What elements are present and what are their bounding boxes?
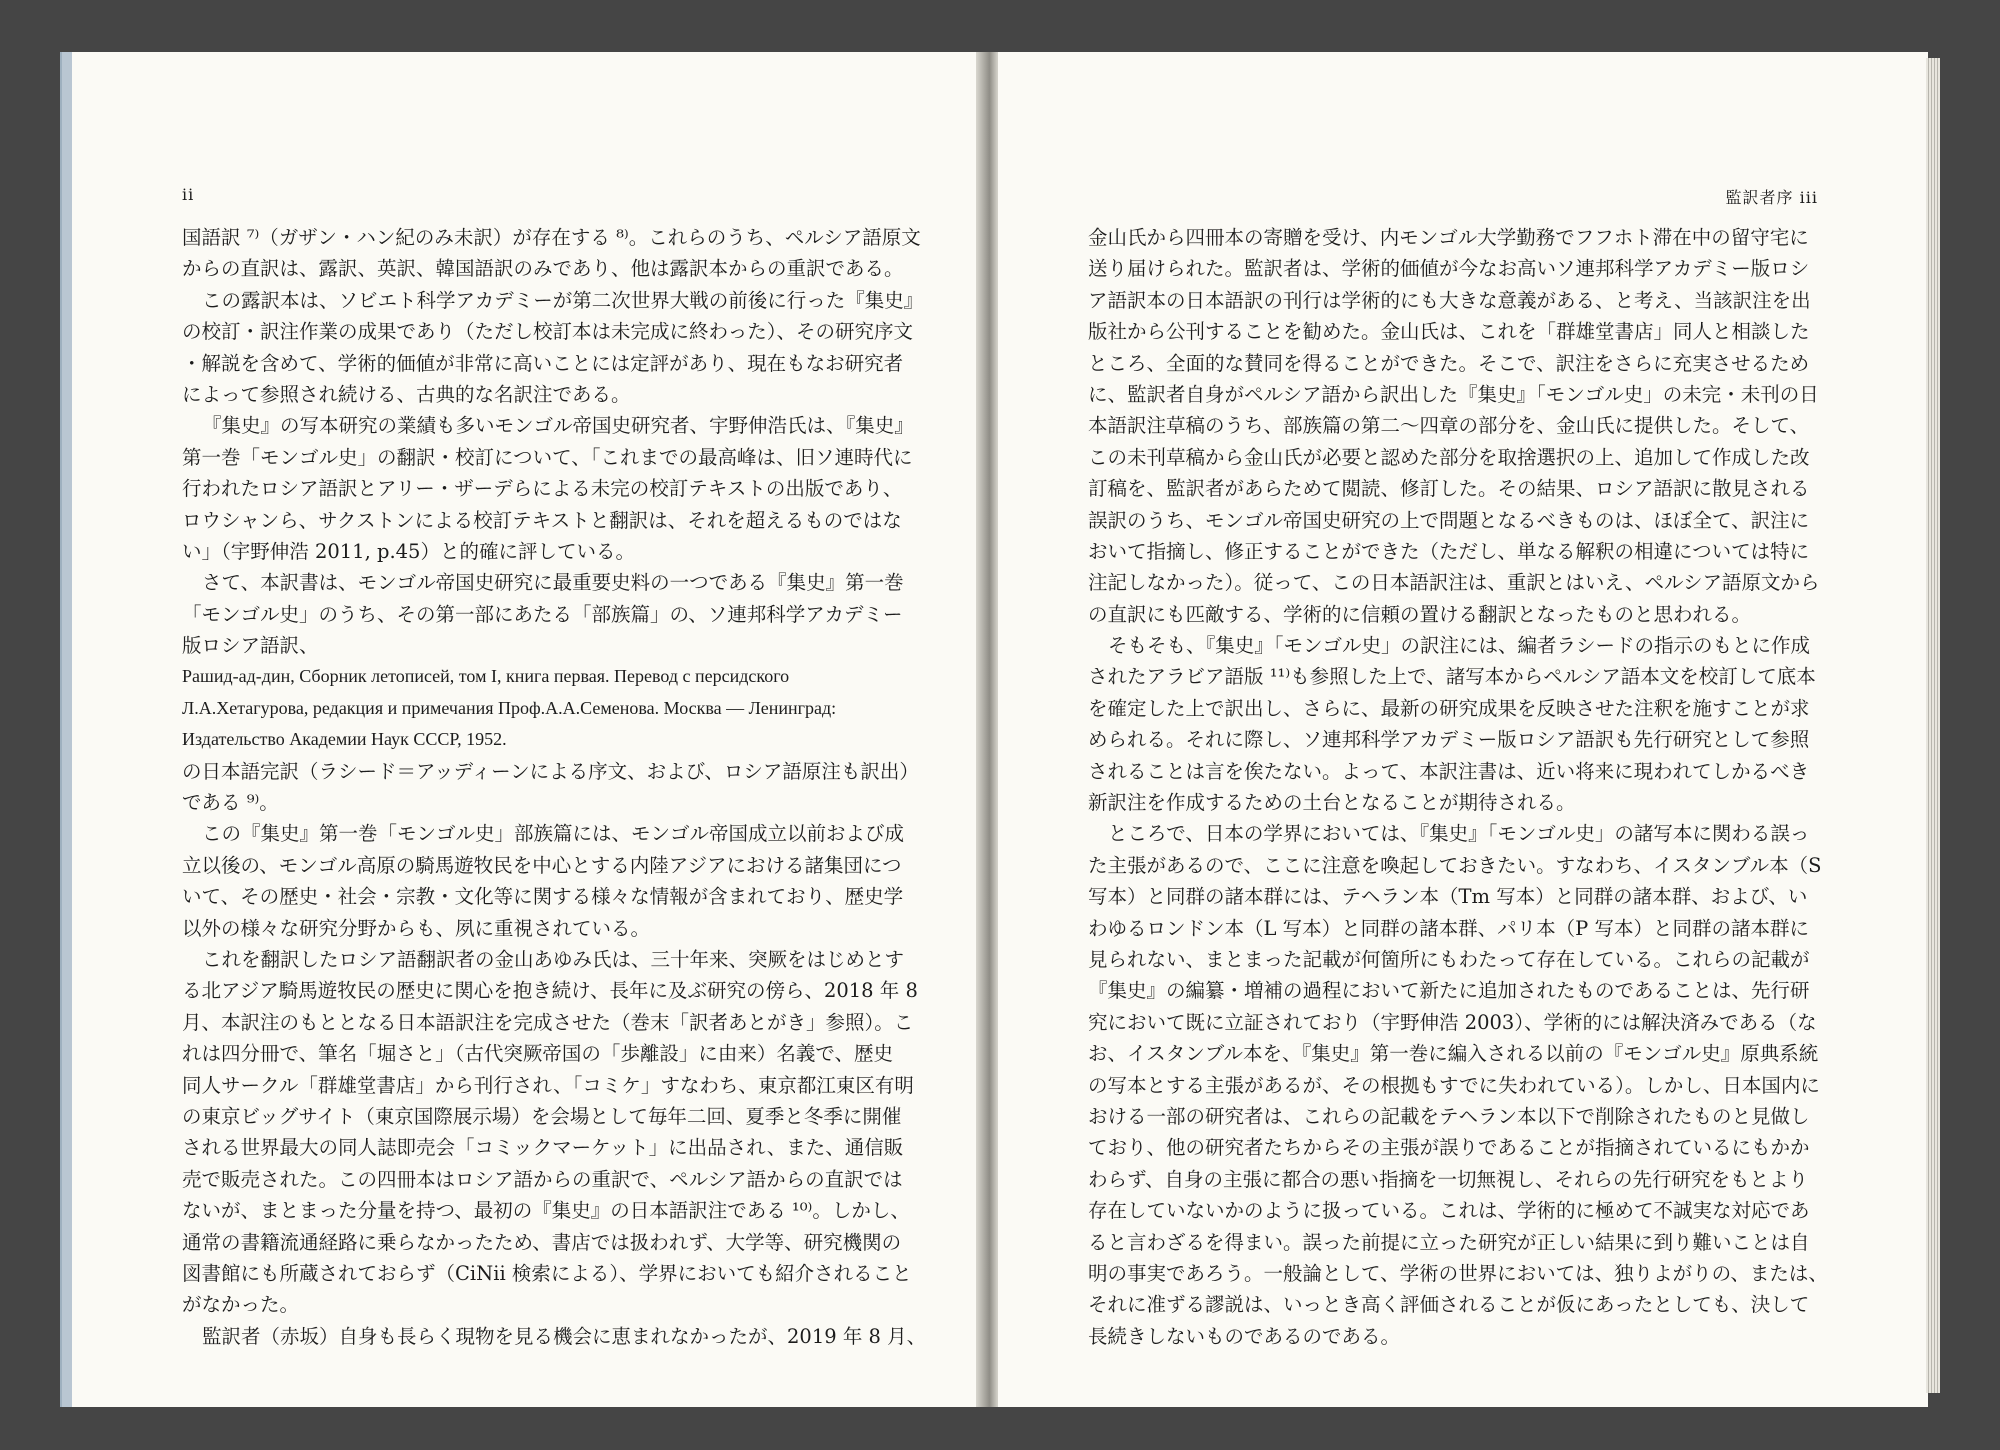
text-line: この露訳本は、ソビエト科学アカデミーが第二次世界大戦の前後に行った『集史』 bbox=[202, 288, 924, 312]
left-page-text bbox=[182, 222, 927, 1352]
text-line: 新訳注を作成するための土台となることが期待される。 bbox=[1088, 791, 1576, 815]
text-line: ところ、全面的な賛同を得ることができた。そこで、訳注をさらに充実させるため bbox=[1088, 351, 1810, 375]
text-line: ところで、日本の学界においては、『集史』「モンゴル史」の諸写本に関わる誤っ bbox=[1108, 822, 1810, 846]
text-line: そもそも、『集史』「モンゴル史」の訳注には、編者ラシードの指示のもとに作成 bbox=[1108, 634, 1811, 658]
text-line: 版ロシア語訳、 bbox=[182, 634, 319, 658]
text-line: される世界最大の同人誌即売会「コミックマーケット」に出品され、また、通信販 bbox=[182, 1136, 904, 1160]
text-line: 本語訳注草稿のうち、部族篇の第二～四章の部分を、金山氏に提供した。そして、 bbox=[1088, 414, 1810, 438]
left-page bbox=[72, 52, 982, 1407]
text-line: わらず、自身の主張に都合の悪い指摘を一切無視し、それらの先行研究をもとより bbox=[1088, 1167, 1808, 1191]
text-line: おいて指摘し、修正することができた（ただし、単なる解釈の相違については特に bbox=[1088, 539, 1810, 563]
text-line: の日本語完訳（ラシード＝アッディーンによる序文、および、ロシア語原注も訳出） bbox=[182, 759, 919, 783]
text-line: である ⁹⁾。 bbox=[182, 791, 279, 815]
text-line: 金山氏から四冊本の寄贈を受け、内モンゴル大学勤務でフフホト滞在中の留守宅に bbox=[1088, 226, 1809, 249]
text-line: 注記しなかった）。従って、この日本語訳注は、重訳とはいえ、ペルシア語原文から bbox=[1088, 571, 1820, 595]
text-line: ると言わざるを得まい。誤った前提に立った研究が正しい結果に到り難いことは自 bbox=[1088, 1230, 1810, 1254]
text-line: 「モンゴル史」のうち、その第一部にあたる「部族篇」の、ソ連邦科学アカデミー bbox=[182, 602, 903, 626]
text-line: ア語訳本の日本語訳の刊行は学術的にも大きな意義がある、と考え、当該訳注を出 bbox=[1088, 288, 1811, 312]
page-edges bbox=[1926, 58, 1940, 1393]
text-line: わゆるロンドン本（L 写本）と同群の諸本群、パリ本（P 写本）と同群の諸本群に bbox=[1088, 916, 1809, 940]
right-page-text bbox=[1088, 222, 1828, 1352]
text-line: いて、その歴史・社会・宗教・文化等に関する様々な情報が含まれており、歴史学 bbox=[182, 885, 904, 909]
text-line: ており、他の研究者たちからその主張が誤りであることが指摘されているにもかか bbox=[1088, 1136, 1810, 1160]
right-page bbox=[998, 52, 1928, 1407]
text-line: められる。それに際し、ソ連邦科学アカデミー版ロシア語訳も先行研究として参照 bbox=[1088, 728, 1810, 752]
text-line: 版社から公刊することを勧めた。金山氏は、これを「群雄堂書店」同人と相談した bbox=[1088, 320, 1810, 344]
text-line: 同人サークル「群雄堂書店」から刊行され、「コミケ」すなわち、東京都江東区有明 bbox=[182, 1073, 914, 1097]
text-line: 立以後の、モンゴル高原の騎馬遊牧民を中心とする内陸アジアにおける諸集団につ bbox=[182, 853, 902, 877]
text-line: 送り届けられた。監訳者は、学術的価値が今なお高いソ連邦科学アカデミー版ロシ bbox=[1088, 257, 1810, 281]
text-line: の東京ビッグサイト（東京国際展示場）を会場として毎年二回、夏季と冬季に開催 bbox=[182, 1104, 902, 1128]
text-line: それに准ずる謬説は、いっとき高く評価されることが仮にあったとしても、決して bbox=[1088, 1293, 1810, 1317]
text-line: お、イスタンブル本を、『集史』第一巻に編入される以前の『モンゴル史』原典系統 bbox=[1088, 1042, 1819, 1066]
text-line: ロウシャンら、サクストンによる校訂テキストと翻訳は、それを超えるものではな bbox=[182, 508, 902, 532]
text-line: 写本）と同群の諸本群には、テヘラン本（Tm 写本）と同群の諸本群、および、い bbox=[1088, 885, 1808, 909]
text-line: されたアラビア語版 ¹¹⁾も参照した上で、諸写本からペルシア語本文を校訂して底本 bbox=[1088, 665, 1816, 689]
text-line: 第一巻「モンゴル史」の翻訳・校訂について、「これまでの最高峰は、旧ソ連時代に bbox=[182, 445, 913, 469]
text-line: からの直訳は、露訳、英訳、韓国語訳のみであり、他は露訳本からの重訳である。 bbox=[182, 257, 904, 281]
text-line: これを翻訳したロシア語翻訳者の金山あゆみ氏は、三十年来、突厥をはじめとす bbox=[202, 947, 905, 971]
text-line: 究において既に立証されており（宇野伸浩 2003）、学術的には解決済みである（な bbox=[1088, 1010, 1817, 1034]
text-line: 見られない、まとまった記載が何箇所にもわたって存在している。これらの記載が bbox=[1088, 947, 1810, 971]
text-line: によって参照され続ける、古典的な名訳注である。 bbox=[182, 382, 631, 406]
text-line: がなかった。 bbox=[182, 1293, 300, 1317]
text-line: 監訳者（赤坂）自身も長らく現物を見る機会に恵まれなかったが、2019 年 8 月、 bbox=[202, 1324, 927, 1348]
text-line: 訂稿を、監訳者があらためて閲読、修訂した。その結果、ロシア語訳に散見される bbox=[1088, 477, 1810, 501]
text-line: ないが、まとまった分量を持つ、最初の『集史』の日本語訳注である ¹⁰⁾。しかし、 bbox=[182, 1199, 910, 1223]
text-line: ・解説を含めて、学術的価値が非常に高いことには定評があり、現在もなお研究者 bbox=[182, 351, 904, 375]
text-line: を確定した上で訳出し、さらに、最新の研究成果を反映させた注釈を施すことが求 bbox=[1088, 696, 1810, 720]
text-line: 通常の書籍流通経路に乗らなかったため、書店では扱われず、大学等、研究機関の bbox=[182, 1230, 902, 1254]
text-line: に、監訳者自身がペルシア語から訳出した『集史』「モンゴル史」の未完・未刊の日 bbox=[1088, 382, 1819, 406]
text-line: 売で販売された。この四冊本はロシア語からの重訳で、ペルシア語からの直訳では bbox=[182, 1167, 903, 1191]
text-line: されることは言を俟たない。よって、本訳注書は、近い将来に現われてしかるべき bbox=[1088, 759, 1810, 783]
text-line: 図書館にも所蔵されておらず（CiNii 検索による）、学界においても紹介されること bbox=[182, 1261, 912, 1285]
text-line: る北アジア騎馬遊牧民の歴史に関心を抱き続け、長年に及ぶ研究の傍ら、2018 年 8 bbox=[182, 979, 918, 1003]
running-header: 監訳者序 iii bbox=[1725, 188, 1818, 207]
text-line: 長続きしないものであるのである。 bbox=[1088, 1324, 1401, 1348]
text-line: 以外の様々な研究分野からも、夙に重視されている。 bbox=[182, 916, 651, 940]
text-line: た主張があるので、ここに注意を喚起しておきたい。すなわち、イスタンブル本（S bbox=[1088, 853, 1822, 877]
text-line: 誤訳のうち、モンゴル帝国史研究の上で問題となるべきものは、ほぼ全て、訳注に bbox=[1088, 508, 1810, 532]
text-line: この未刊草稿から金山氏が必要と認めた部分を取捨選択の上、追加して作成した改 bbox=[1088, 445, 1810, 469]
text-line: 行われたロシア語訳とアリー・ザーデらによる未完の校訂テキストの出版であり、 bbox=[182, 477, 903, 501]
text-line: さて、本訳書は、モンゴル帝国史研究に最重要史料の一つである『集史』第一巻 bbox=[202, 571, 904, 595]
text-line: い」（宇野伸浩 2011, p.45）と的確に評している。 bbox=[182, 539, 635, 563]
text-line: この『集史』第一巻「モンゴル史」部族篇には、モンゴル帝国成立以前および成 bbox=[202, 822, 905, 846]
text-line: 存在していないかのように扱っている。これは、学術的に極めて不誠実な対応であ bbox=[1088, 1199, 1810, 1223]
text-line: れは四分冊で、筆名「堀さと」（古代突厥帝国の「歩離設」に由来）名義で、歴史 bbox=[182, 1042, 893, 1066]
text-line: の直訳にも匹敵する、学術的に信頼の置ける翻訳となったものと思われる。 bbox=[1088, 602, 1752, 626]
text-line: の校訂・訳注作業の成果であり（ただし校訂本は未完成に終わった）、その研究序文 bbox=[182, 320, 914, 344]
text-line: の写本とする主張があるが、その根拠もすでに失われている）。しかし、日本国内に bbox=[1088, 1073, 1820, 1097]
text-line: Издательство Академии Наук СССР, 1952. bbox=[182, 729, 507, 750]
page-number: ii bbox=[182, 185, 195, 204]
text-line: Рашид-ад-дин, Сборник летописей, том I, книга первая. Перевод с персидского bbox=[182, 666, 790, 687]
text-line: おける一部の研究者は、これらの記載をテヘラン本以下で削除されたものと見做し bbox=[1088, 1104, 1810, 1128]
text-line: 明の事実であろう。一般論として、学術の世界においては、独りよがりの、または、 bbox=[1088, 1261, 1828, 1285]
text-line: 『集史』の写本研究の業績も多いモンゴル帝国史研究者、宇野伸浩氏は、『集史』 bbox=[202, 414, 914, 438]
text-line: Л.А.Хетагурова, редакция и примечания Проф.А.А.Семенова. Москва — Ленинград: bbox=[182, 697, 837, 718]
text-line: 国語訳 ⁷⁾（ガザン・ハン紀のみ未訳）が存在する ⁸⁾。これらのうち、ペルシア語原文 bbox=[182, 226, 921, 249]
text-line: 『集史』の編纂・増補の過程において新たに追加されたものであることは、先行研 bbox=[1088, 979, 1810, 1003]
text-line: 月、本訳注のもととなる日本語訳注を完成させた（巻末「訳者あとがき」参照）。こ bbox=[182, 1010, 914, 1034]
